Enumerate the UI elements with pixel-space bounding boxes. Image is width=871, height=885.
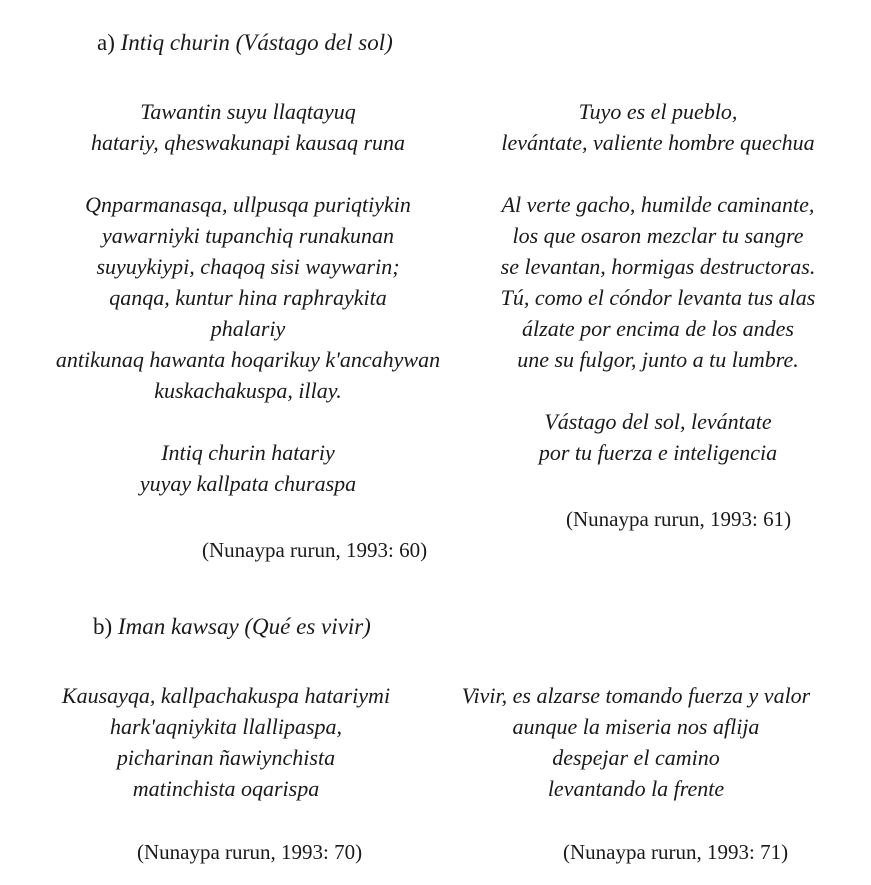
section-b-quechua-citation: (Nunaypa rurun, 1993: 70) — [137, 840, 363, 864]
poem-line: antikunaq hawanta hoqarikuy k'ancahywan — [55, 347, 441, 372]
poem-line: los que osaron mezclar tu sangre — [512, 223, 804, 248]
section-b-spanish-citation: (Nunaypa rurun, 1993: 71) — [563, 840, 789, 864]
poem-line: suyuykiypi, chaqoq sisi waywarin; — [96, 254, 400, 279]
poem-line: Tawantin suyu llaqtayuq — [140, 99, 356, 124]
poem-line: matinchista oqarispa — [132, 776, 320, 801]
poem-line: hatariy, qheswakunapi kausaq runa — [90, 130, 406, 155]
section-b-quechua-poem — [30, 680, 422, 804]
poem-line: levántate, valiente hombre quechua — [501, 130, 815, 155]
poem-line: se levantan, hormigas destructoras. — [500, 254, 816, 279]
poem-line: por tu fuerza e inteligencia — [538, 440, 778, 465]
poem-line: Vivir, es alzarse tomando fuerza y valor — [461, 683, 811, 708]
section-a-quechua-poem — [22, 96, 474, 499]
section-a-label: a) — [97, 30, 115, 55]
poem-line: despejar el camino — [552, 745, 720, 770]
poem-line: Qnparmanasqa, ullpusqa puriqtiykin — [85, 192, 411, 217]
poem-line: picharinan ñawiynchista — [116, 745, 336, 770]
poem-line: kuskachakuspa, illay. — [154, 378, 342, 403]
section-a-quechua-citation: (Nunaypa rurun, 1993: 60) — [202, 538, 428, 562]
section-a-spanish-citation: (Nunaypa rurun, 1993: 61) — [566, 507, 792, 531]
poem-line: une su fulgor, junto a tu lumbre. — [517, 347, 799, 372]
section-b-spanish-poem — [436, 680, 836, 804]
poem-line: phalariy — [210, 316, 286, 341]
poem-line: Kausayqa, kallpachakuspa hatariymi — [61, 683, 391, 708]
poem-line: álzate por encima de los andes — [522, 316, 794, 341]
poem-line: yawarniyki tupanchiq runakunan — [101, 223, 395, 248]
section-a-title: Intiq churin (Vástago del sol) — [120, 30, 393, 55]
section-b-heading — [93, 614, 371, 640]
poem-line: Tú, como el cóndor levanta tus alas — [500, 285, 816, 310]
poem-line: Vástago del sol, levántate — [544, 409, 772, 434]
section-b-title: Iman kawsay (Qué es vivir) — [117, 614, 371, 639]
section-a-spanish-poem — [478, 96, 838, 468]
poem-line: qanqa, kuntur hina raphraykita — [109, 285, 387, 310]
poem-line: Intiq churin hatariy — [161, 440, 335, 465]
poem-line: hark'aqniykita llallipaspa, — [109, 714, 343, 739]
poem-line: levantando la frente — [547, 776, 725, 801]
section-a-heading — [97, 30, 393, 56]
section-b-label: b) — [93, 614, 113, 639]
poem-line: Tuyo es el pueblo, — [578, 99, 738, 124]
poem-line: aunque la miseria nos aflija — [512, 714, 760, 739]
poem-line: yuyay kallpata churaspa — [139, 471, 357, 496]
poem-line: Al verte gacho, humilde caminante, — [501, 192, 815, 217]
